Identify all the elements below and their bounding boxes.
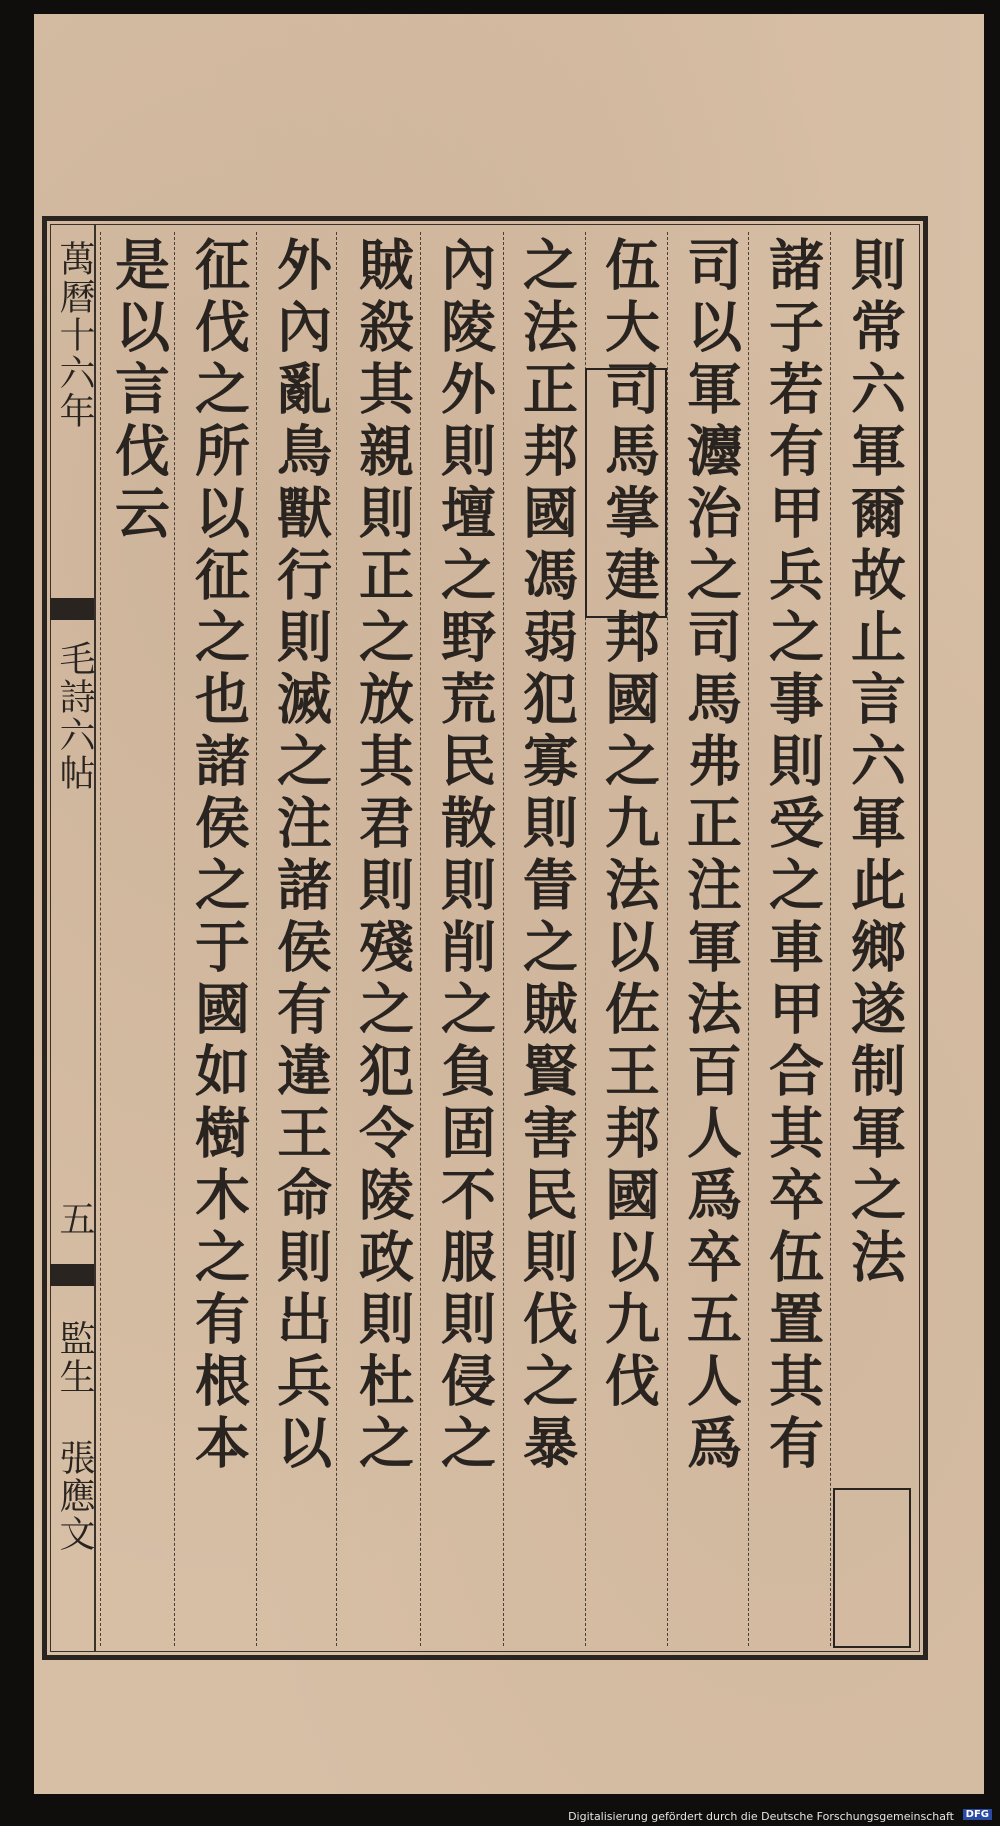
column-rule xyxy=(336,232,337,1646)
column-rule xyxy=(830,232,831,1646)
column-rule xyxy=(503,232,504,1646)
text-column-9: 征伐之所以征之也諸侯之于國如樹木之有根本 xyxy=(186,236,251,1476)
boxed-heading-dasima xyxy=(585,368,667,618)
column-rule xyxy=(256,232,257,1646)
boxed-heading-xiaguan xyxy=(833,1488,911,1648)
text-column-7: 賊殺其親則正之放其君則殘之犯令陵政則杜之 xyxy=(350,236,415,1476)
column-rule xyxy=(100,232,101,1646)
margin-title: 毛詩六帖 xyxy=(54,640,95,792)
text-column-6: 內陵外則壇之野荒民散則削之負固不服則侵之 xyxy=(432,236,497,1476)
column-rule xyxy=(174,232,175,1646)
text-column-2: 諸子若有甲兵之事則受之車甲合其卒伍置其有 xyxy=(760,236,825,1476)
column-rule xyxy=(667,232,668,1646)
fish-tail-mark-upper xyxy=(50,598,94,620)
text-column-3: 司以軍灋治之司馬弗正注軍法百人爲卒五人爲 xyxy=(678,236,743,1476)
margin-credit: 監生 張應文 xyxy=(54,1320,95,1553)
text-column-8: 外內亂鳥獸行則滅之注諸侯有違王命則出兵以 xyxy=(268,236,333,1476)
column-rule xyxy=(748,232,749,1646)
text-column-5: 之法正邦國馮弱犯寡則眚之賊賢害民則伐之暴 xyxy=(514,236,579,1476)
dfg-logo: DFG xyxy=(963,1809,992,1820)
margin-folio: 五 xyxy=(54,1200,95,1238)
column-rule xyxy=(420,232,421,1646)
text-column-1: 則常六軍爾故止言六軍此鄉遂制軍之法 xyxy=(842,236,907,1290)
margin-top-text: 萬曆十六年 xyxy=(54,240,95,430)
footer-credit: Digitalisierung gefördert durch die Deutsche Forschungsgemeinschaft xyxy=(568,1810,954,1823)
fish-tail-mark-lower xyxy=(50,1264,94,1286)
text-column-4: 伍大司馬掌建邦國之九法以佐王邦國以九伐 xyxy=(596,236,661,1414)
text-column-10: 是以言伐云 xyxy=(106,236,171,546)
